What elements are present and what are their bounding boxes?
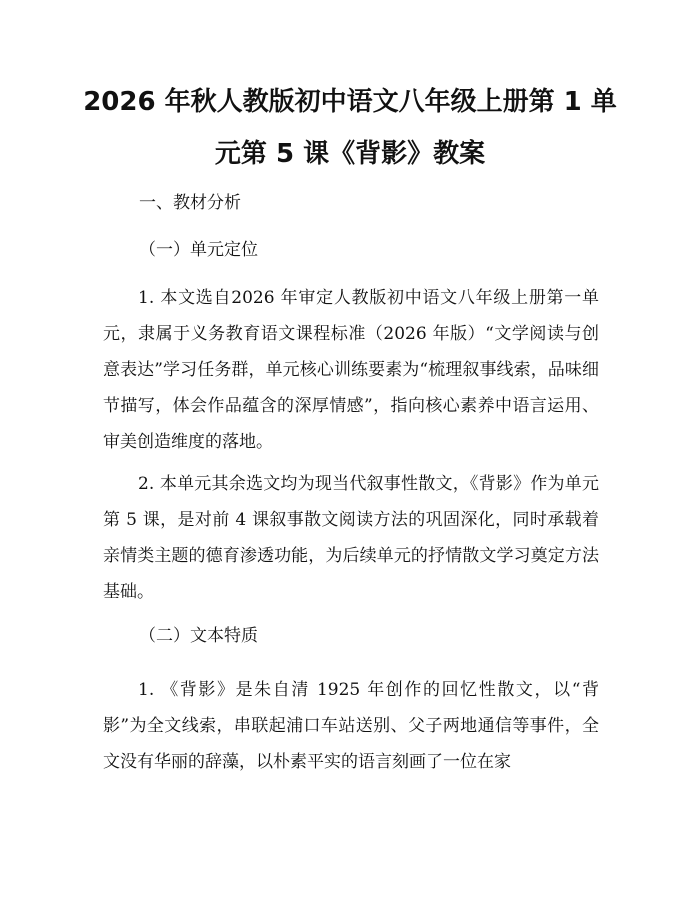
- section-heading-textbook-analysis: 一、教材分析: [139, 193, 241, 213]
- paragraph-unit-positioning-2: 2. 本单元其余选文均为现当代叙事性散文，《背影》作为单元第 5 课，是对前 4 课叙事散文阅读方法的巩固深化，同时承载着亲情类主题的德育渗透功能，为后续单元的抒情散文学习奠定方法基础。: [103, 474, 599, 602]
- document-title-line-1: 2026 年秋人教版初中语文八年级上册第 1 单: [83, 87, 617, 117]
- subsection-heading-text-characteristics: （二）文本特质: [139, 626, 258, 646]
- paragraph-text-characteristics-1: 1. 《背影》是朱自清 1925 年创作的回忆性散文，以“背影”为全文线索，串联起浦口车站送别、父子两地通信等事件，全文没有华丽的辞藻，以朴素平实的语言刻画了一位在家: [103, 680, 599, 772]
- paragraph-unit-positioning-1: 1. 本文选自2026 年审定人教版初中语文八年级上册第一单元，隶属于义务教育语文课程标准（2026 年版）“文学阅读与创意表达”学习任务群，单元核心训练要素为“梳理叙事线索，品味细节描写，体会作品蕴含的深厚情感”，指向核心素养中语言运用、审美创造维度的落地。: [103, 288, 599, 452]
- document-title-line-2: 元第 5 课《背影》教案: [214, 139, 486, 169]
- subsection-heading-unit-positioning: （一）单元定位: [139, 240, 258, 260]
